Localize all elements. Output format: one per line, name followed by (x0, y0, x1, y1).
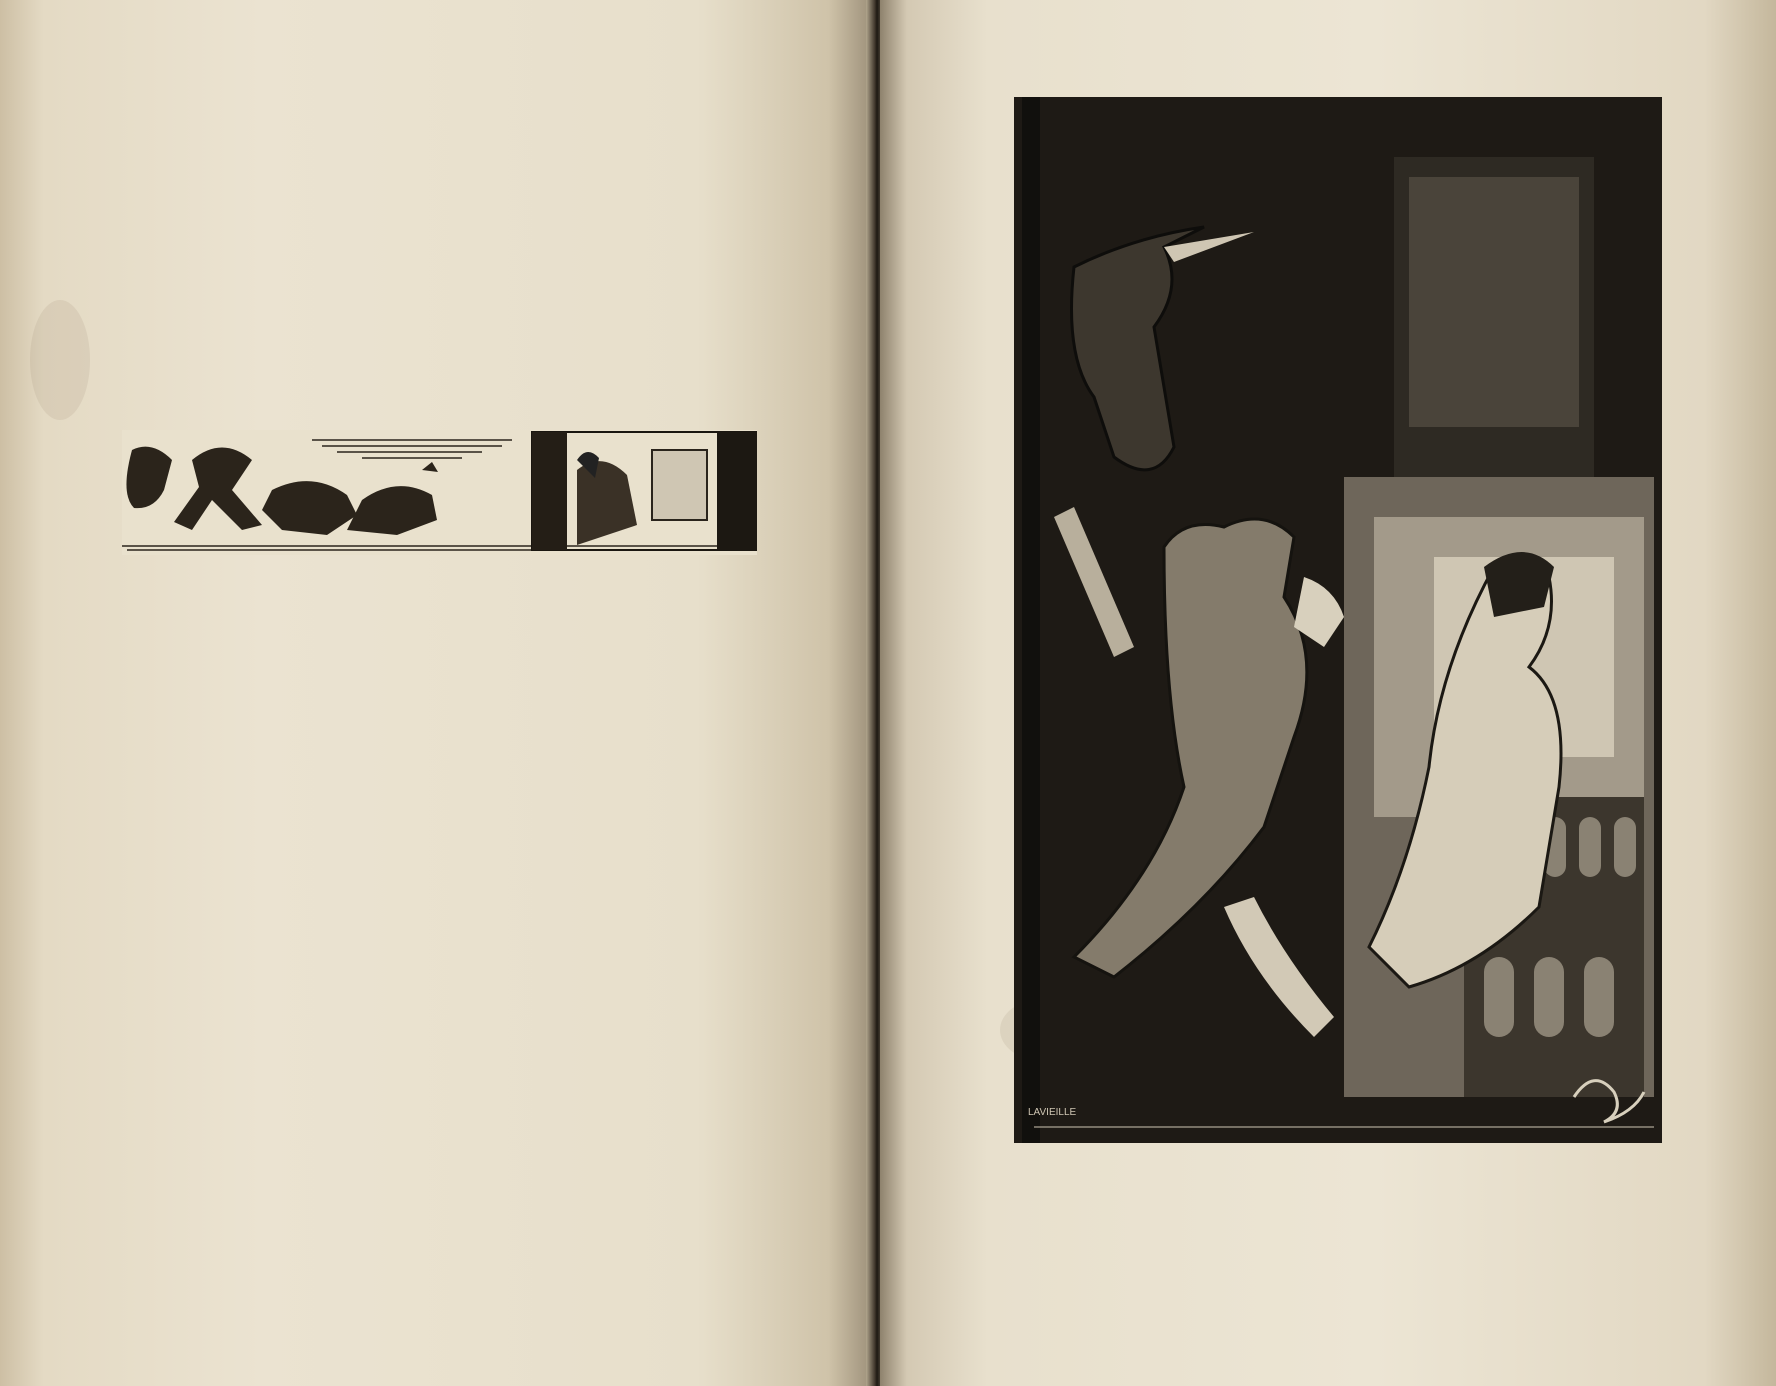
left-page (0, 0, 872, 1386)
svg-text:LAVIEILLE: LAVIEILLE (1028, 1107, 1077, 1118)
vignette-illustration (122, 430, 757, 555)
page-header (108, 44, 608, 84)
paper-stain (30, 300, 90, 420)
engraving-plate (1014, 97, 1662, 1143)
